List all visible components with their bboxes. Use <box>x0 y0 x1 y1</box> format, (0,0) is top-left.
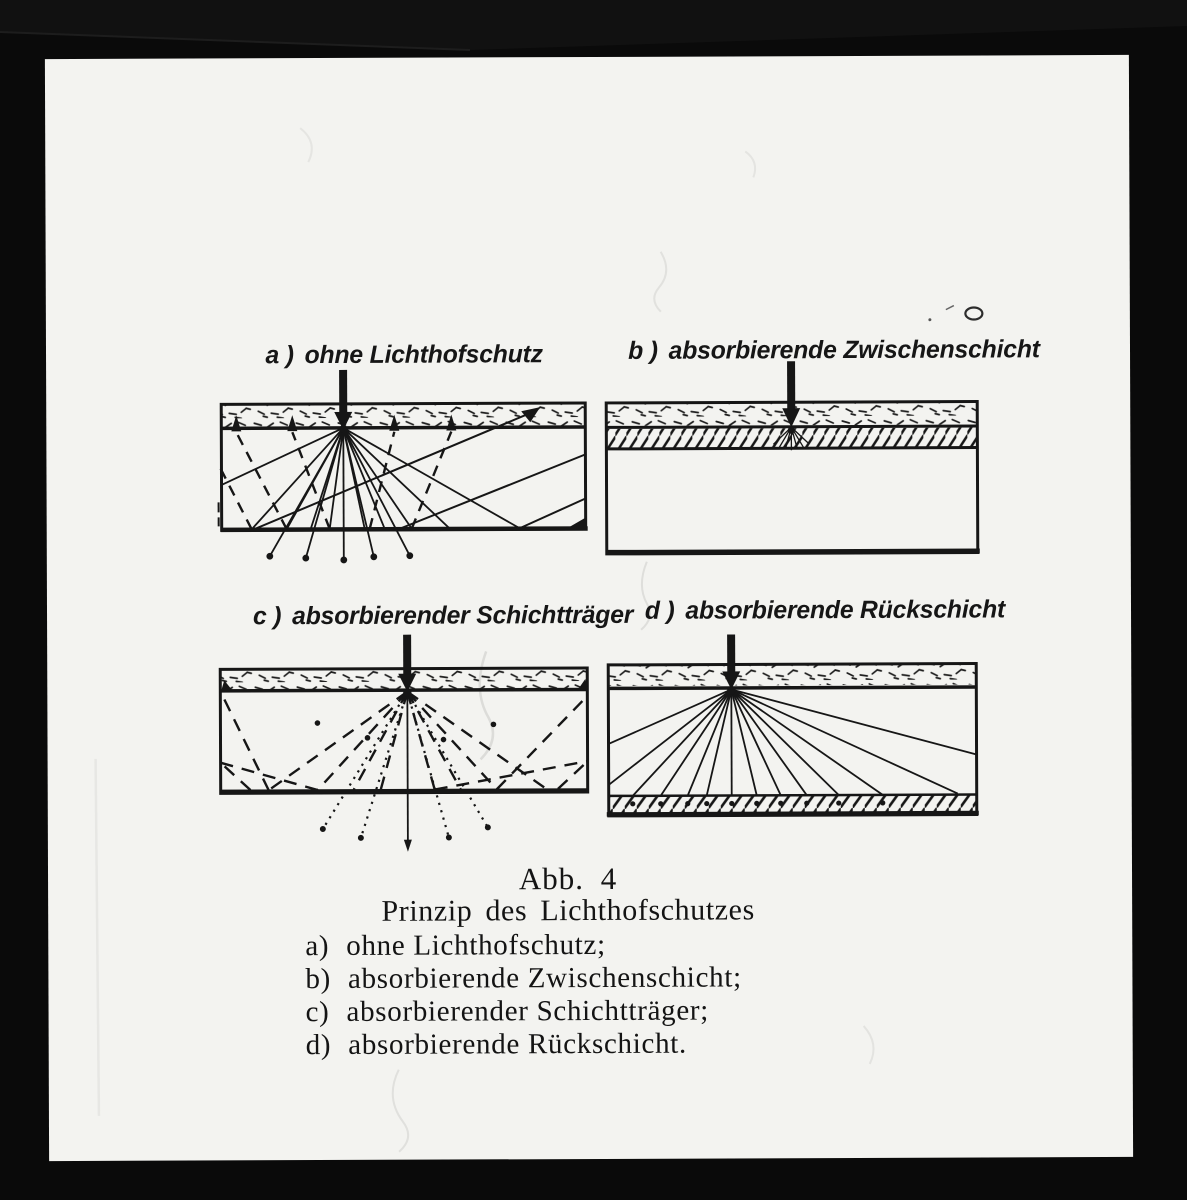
scratch-line <box>96 759 99 1116</box>
caption-c-text: absorbierender Schichtträger; <box>346 994 710 1028</box>
panel-d-label <box>645 595 1005 625</box>
caption-b-text: absorbierende Zwischenschicht; <box>347 961 742 995</box>
caption-c-letter: c) <box>305 995 330 1029</box>
panel-b-title: absorbierende Zwischenschicht <box>668 335 1040 365</box>
caption-item-b <box>305 961 742 996</box>
panel-c-title: absorbierender Schichtträger <box>292 600 634 631</box>
caption-b-letter: b) <box>305 962 332 996</box>
panel-c-label <box>253 601 633 631</box>
slide-photograph <box>45 55 1133 1161</box>
panel-a-label <box>265 340 543 370</box>
panel-a-letter: a ) <box>265 341 294 370</box>
caption-item-a <box>305 929 606 963</box>
caption-a-letter: a) <box>305 930 330 963</box>
diagram-a-no-protection <box>214 359 600 570</box>
caption-d-letter: d) <box>305 1028 332 1062</box>
caption-a-text: ohne Lichthofschutz; <box>346 928 606 962</box>
caption-item-c <box>305 995 709 1030</box>
panel-b-label <box>628 335 1040 366</box>
panel-b-letter: b ) <box>628 336 658 365</box>
panel-a-title: ohne Lichthofschutz <box>304 340 543 370</box>
emulsion-layer <box>608 665 976 686</box>
caption-d-text: absorbierende Rückschicht. <box>348 1027 688 1061</box>
figure-label: Abb. 4 <box>518 860 618 897</box>
diagram-c-absorbing-base <box>210 629 601 865</box>
caption-item-d <box>306 1028 687 1062</box>
panel-c-letter: c ) <box>252 602 282 631</box>
emulsion-underside <box>220 427 586 428</box>
panel-d-letter: d ) <box>644 596 675 625</box>
oval-mark <box>965 307 982 319</box>
figure-title: Prinzip des Lichthofschutzes <box>381 893 755 928</box>
diagram-d-backing-layer <box>600 627 986 828</box>
diagram-b-interlayer <box>599 357 985 588</box>
panel-d-title: absorbierende Rückschicht <box>685 595 1006 625</box>
